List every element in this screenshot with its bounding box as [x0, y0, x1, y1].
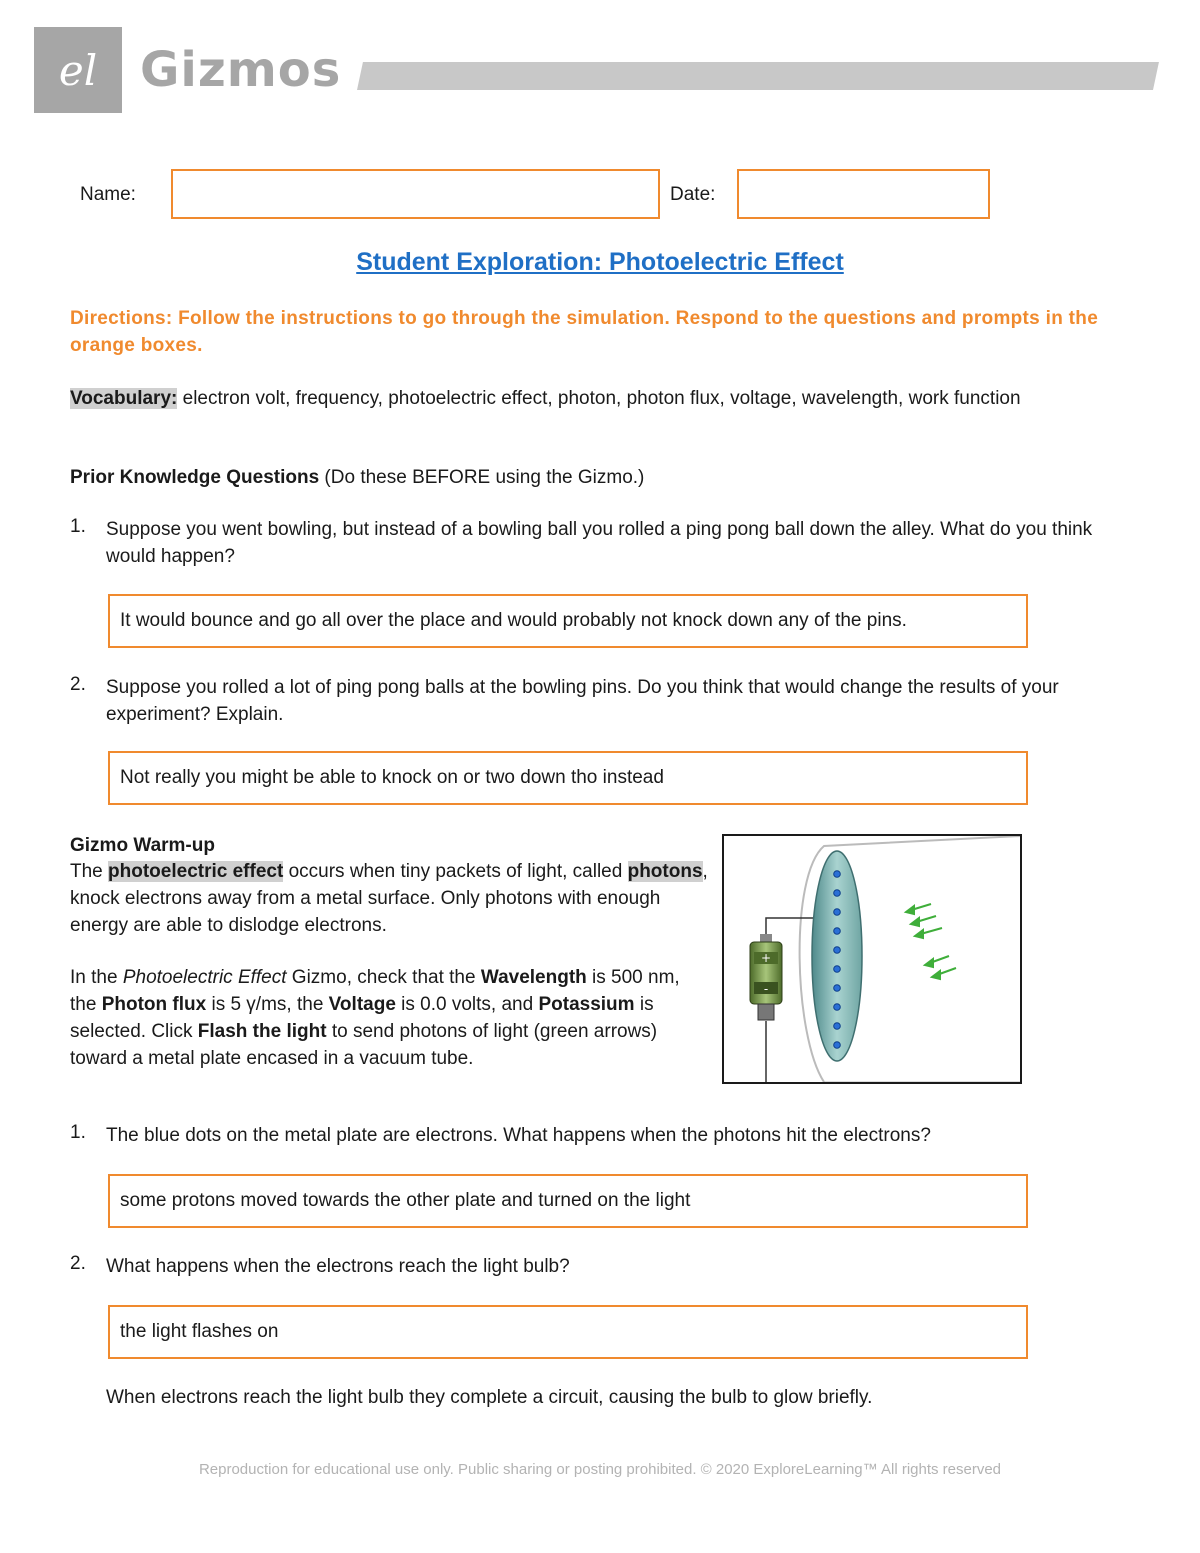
warmup-q2-text: What happens when the electrons reach the light bulb? [106, 1256, 570, 1277]
warmup-q1-text: The blue dots on the metal plate are electrons. What happens when the photons hit the electrons? [106, 1125, 931, 1146]
prior-q2-answer[interactable]: Not really you might be able to knock on or two down tho instead [108, 751, 1028, 805]
name-label: Name: [80, 184, 136, 205]
date-label: Date: [670, 184, 716, 205]
battery-cap [760, 934, 772, 942]
name-field[interactable] [171, 169, 660, 219]
text: to send photons of light (green arrows) toward a metal plate encased in a vacuum tube. [70, 1021, 658, 1069]
warmup-feedback: When electrons reach the light bulb they complete a circuit, causing the bulb to glow briefly. [106, 1387, 873, 1408]
text: , knock electrons away from a metal surface. Only photons with enough energy are able to dislodge electrons. [70, 861, 708, 936]
footer-copyright: Reproduction for educational use only. Public sharing or posting prohibited. © 2020 ExploreLearning™ All rights reserved [198, 1461, 1002, 1478]
prior-q1-answer[interactable]: It would bounce and go all over the place and would probably not knock down any of the pins. [108, 594, 1028, 648]
term-photons: photons [627, 861, 703, 882]
prior-q1-number: 1. [70, 516, 86, 537]
text: is 500 nm, the [70, 967, 680, 1015]
gizmo-simulation-figure [722, 834, 1022, 1084]
vocabulary [70, 385, 1110, 412]
svg-text:+: + [760, 951, 772, 965]
vocabulary-label: Vocabulary: [70, 388, 178, 409]
warmup-q2-answer[interactable]: the light flashes on [108, 1305, 1028, 1359]
warmup-paragraph-2 [70, 964, 700, 1072]
prior-q2-text: Suppose you rolled a lot of ping pong balls at the bowling pins. Do you think that would change the results of your experiment? Explain. [106, 677, 1059, 725]
svg-text:-: - [763, 982, 769, 996]
bold-potassium: Potassium [538, 994, 635, 1015]
page-title: Student Exploration: Photoelectric Effect [356, 248, 844, 276]
gizmo-name: Photoelectric Effect [122, 967, 287, 988]
warmup-q2-number: 2. [70, 1253, 86, 1274]
text: is 5 γ/ms, the [206, 994, 329, 1015]
bold-wavelength: Wavelength [480, 967, 587, 988]
warmup-q1-answer[interactable]: some protons moved towards the other plate and turned on the light [108, 1174, 1028, 1228]
prior-q1-text: Suppose you went bowling, but instead of a bowling ball you rolled a ping pong ball down the alley. What do you think would happen? [106, 519, 1093, 567]
directions: Directions: Follow the instructions to go through the simulation. Respond to the questions and prompts in the orange boxes. [70, 308, 1099, 356]
text: Gizmo, check that the [286, 967, 481, 988]
text: is 0.0 volts, and [395, 994, 539, 1015]
bold-photon-flux: Photon flux [101, 994, 207, 1015]
prior-note: (Do these BEFORE using the Gizmo.) [319, 467, 645, 488]
prior-knowledge-heading [70, 464, 644, 491]
explorelearning-logo-icon: el [58, 45, 98, 95]
warmup-paragraph-1 [70, 858, 710, 939]
bold-voltage: Voltage [328, 994, 396, 1015]
text: is selected. Click [70, 994, 654, 1042]
vocabulary-terms: electron volt, frequency, photoelectric effect, photon, photon flux, voltage, wavelength, work function [177, 388, 1021, 409]
bold-flash-the-light: Flash the light [197, 1021, 327, 1042]
warmup-heading-text: Gizmo Warm-up [70, 835, 215, 856]
text: occurs when tiny packets of light, called [283, 861, 628, 882]
warmup-q1-number: 1. [70, 1122, 86, 1143]
prior-heading: Prior Knowledge Questions [70, 467, 320, 488]
date-field[interactable] [737, 169, 990, 219]
brand-name: Gizmos [140, 42, 342, 98]
term-photoelectric-effect: photoelectric effect [108, 861, 284, 882]
photon-arrows [906, 904, 956, 979]
vacuum-tube-illustration [724, 836, 1020, 1082]
text: In the [70, 967, 123, 988]
header-bar [357, 62, 1159, 90]
prior-q2-number: 2. [70, 674, 86, 695]
warmup-heading [70, 832, 215, 859]
text: The [70, 861, 109, 882]
